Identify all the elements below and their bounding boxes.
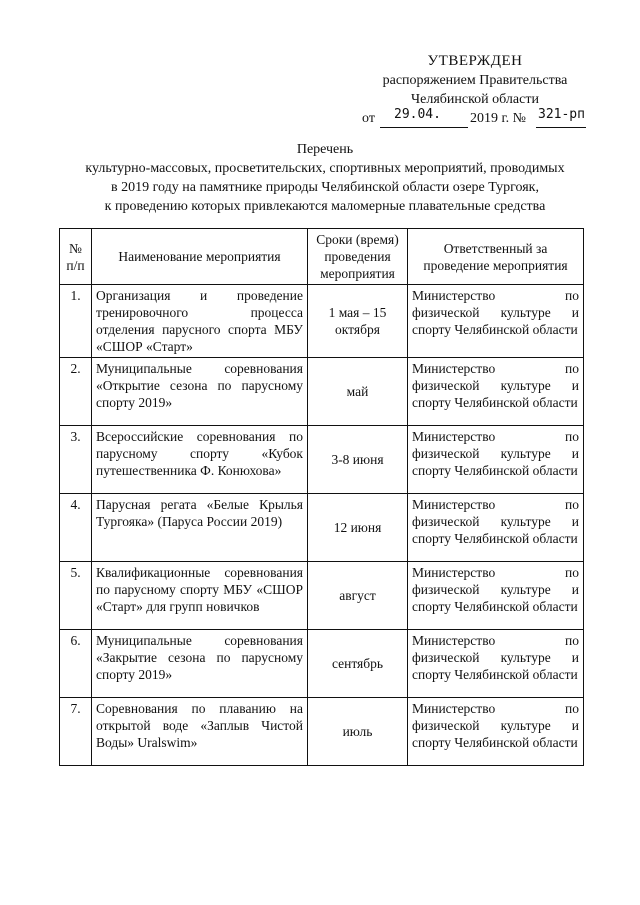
number-underline xyxy=(536,127,586,128)
row-responsible: Министерство по физической культуре и спорту Челябинской области xyxy=(408,562,584,630)
approval-date: 29.04. xyxy=(394,107,441,122)
header-dates: Сроки (время) проведения мероприятия xyxy=(308,229,408,285)
row-num: 4. xyxy=(60,494,92,562)
row-name: Всероссийские соревнования по парусному спорту «Кубок путешественника Ф. Конюхова» xyxy=(92,426,308,494)
row-num: 2. xyxy=(60,358,92,426)
row-dates: 12 июня xyxy=(308,494,408,562)
row-name: Организация и проведение тренировочного процесса отделения парусного спорта МБУ «СШОР «Старт» xyxy=(92,285,308,358)
row-num: 6. xyxy=(60,630,92,698)
row-num: 5. xyxy=(60,562,92,630)
table-row xyxy=(60,630,584,698)
table-row xyxy=(60,426,584,494)
approval-title: УТВЕРЖДЕН xyxy=(427,53,523,69)
row-dates: август xyxy=(308,562,408,630)
document-heading xyxy=(40,140,610,216)
row-responsible: Министерство по физической культуре и спорту Челябинской области xyxy=(408,285,584,358)
approval-block xyxy=(360,52,590,129)
row-name: Муниципальные соревнования «Открытие сезона по парусному спорту 2019» xyxy=(92,358,308,426)
events-table xyxy=(59,228,584,766)
row-responsible: Министерство по физической культуре и спорту Челябинской области xyxy=(408,698,584,766)
row-num: 1. xyxy=(60,285,92,358)
row-num: 3. xyxy=(60,426,92,494)
row-name: Парусная регата «Белые Крылья Тургояка» (Паруса России 2019) xyxy=(92,494,308,562)
heading-line-3: к проведению которых привлекаются маломерные плавательные средства xyxy=(104,199,546,214)
approval-number: 321-рп xyxy=(538,107,585,122)
row-responsible: Министерство по физической культуре и спорту Челябинской области xyxy=(408,494,584,562)
row-dates: июль xyxy=(308,698,408,766)
header-responsible: Ответственный за проведение мероприятия xyxy=(408,229,584,285)
table-row xyxy=(60,698,584,766)
row-dates: 1 мая – 15 октября xyxy=(308,285,408,358)
row-num: 7. xyxy=(60,698,92,766)
table-row xyxy=(60,494,584,562)
heading-title: Перечень xyxy=(296,142,354,157)
row-dates: 3-8 июня xyxy=(308,426,408,494)
row-responsible: Министерство по физической культуре и спорту Челябинской области xyxy=(408,630,584,698)
row-dates: май xyxy=(308,358,408,426)
table-row xyxy=(60,285,584,358)
row-responsible: Министерство по физической культуре и спорту Челябинской области xyxy=(408,426,584,494)
row-name: Муниципальные соревнования «Закрытие сезона по парусному спорту 2019» xyxy=(92,630,308,698)
approval-line-2: Челябинской области xyxy=(411,92,539,107)
approval-from-label: от xyxy=(362,111,375,126)
table-header-row xyxy=(60,229,584,285)
row-name: Соревнования по плаванию на открытой воде «Заплыв Чистой Воды» Uralswim» xyxy=(92,698,308,766)
heading-line-2: в 2019 году на памятнике природы Челябинской области озере Тургояк, xyxy=(111,180,539,195)
row-dates: сентябрь xyxy=(308,630,408,698)
table-row xyxy=(60,562,584,630)
row-name: Квалификационные соревнования по парусному спорту МБУ «СШОР «Старт» для групп новичков xyxy=(92,562,308,630)
header-num: № п/п xyxy=(60,229,92,285)
approval-year-number: 2019 г. № xyxy=(470,111,527,126)
header-name: Наименование мероприятия xyxy=(92,229,308,285)
date-underline xyxy=(380,127,468,128)
row-responsible: Министерство по физической культуре и спорту Челябинской области xyxy=(408,358,584,426)
approval-dateline xyxy=(360,109,590,129)
approval-line-1: распоряжением Правительства xyxy=(382,73,568,88)
heading-line-1: культурно-массовых, просветительских, спортивных мероприятий, проводимых xyxy=(85,161,565,176)
table-row xyxy=(60,358,584,426)
